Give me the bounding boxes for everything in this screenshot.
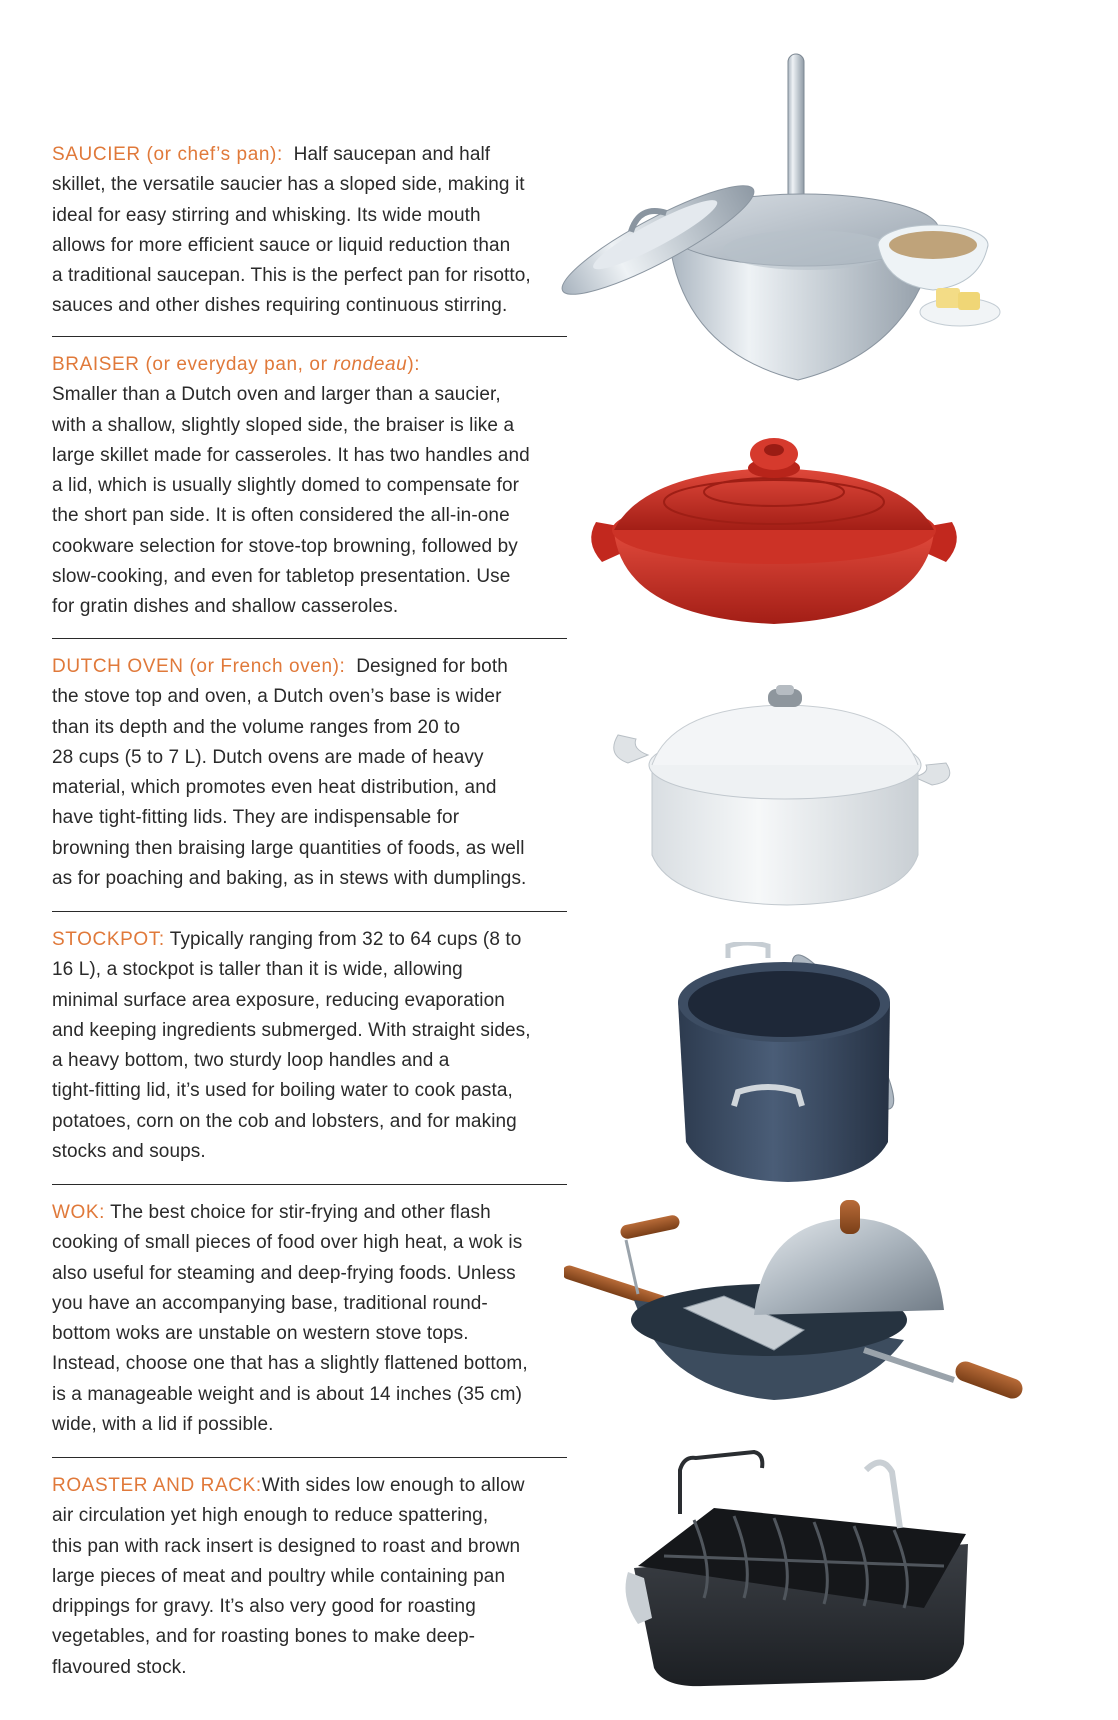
saucier-illustration — [548, 50, 1048, 395]
text-line: wide, with a lid if possible. — [52, 1414, 274, 1436]
entry-saucier — [52, 140, 568, 322]
text-line: than its depth and the volume ranges from 20 to — [52, 716, 461, 738]
heading-italic-part: rondeau — [333, 354, 408, 375]
entry-dutch-oven — [52, 652, 568, 894]
text-line: drippings for gravy. It’s also very good for roasting — [52, 1596, 476, 1618]
text-line: Typically ranging from 32 to 64 cups (8 to — [169, 929, 522, 950]
entry-heading: DUTCH OVEN (or French oven): — [52, 656, 346, 677]
text-line: ideal for easy stirring and whisking. Its wide mouth — [52, 204, 481, 226]
divider — [52, 1457, 567, 1458]
entry-roaster — [52, 1471, 568, 1683]
divider — [52, 336, 567, 337]
text-line: vegetables, and for roasting bones to make deep- — [52, 1626, 476, 1648]
text-line: flavoured stock. — [52, 1656, 187, 1678]
wok-illustration — [564, 1200, 1034, 1440]
text-line: large pieces of meat and poultry while containing pan — [52, 1565, 506, 1587]
entry-wok — [52, 1198, 568, 1440]
entry-heading — [52, 350, 568, 380]
text-line: skillet, the versatile saucier has a sloped side, making it — [52, 174, 525, 196]
text-line: Designed for both — [356, 656, 508, 677]
text-line: Half saucepan and half — [293, 144, 491, 165]
text-line: browning then braising large quantities of foods, as well — [52, 837, 525, 859]
text-line: a lid, which is usually slightly domed to compensate for — [52, 475, 520, 497]
text-line: large skillet made for casseroles. It has two handles and — [52, 444, 530, 466]
entry-text — [52, 1198, 568, 1228]
entry-heading: STOCKPOT: — [52, 929, 165, 950]
entry-stockpot — [52, 925, 568, 1167]
text-line: minimal surface area exposure, reducing evaporation — [52, 989, 505, 1011]
entry-text — [52, 1471, 568, 1501]
text-line: material, which promotes even heat distribution, and — [52, 777, 497, 799]
entry-text — [52, 140, 568, 170]
heading-part: ): — [407, 354, 421, 375]
text-line: and keeping ingredients submerged. With straight sides, — [52, 1019, 531, 1041]
entry-heading: WOK: — [52, 1202, 106, 1223]
stockpot-illustration — [668, 942, 938, 1187]
text-line: The best choice for stir-frying and other flash — [110, 1202, 491, 1223]
text-line: for gratin dishes and shallow casseroles. — [52, 596, 399, 618]
braiser-illustration — [584, 432, 964, 632]
entry-braiser — [52, 350, 568, 623]
text-line: 28 cups (5 to 7 L). Dutch ovens are made of heavy — [52, 746, 484, 768]
text-line: bottom woks are unstable on western stove tops. — [52, 1323, 469, 1345]
divider — [52, 1184, 567, 1185]
text-line: Smaller than a Dutch oven and larger than a saucier, — [52, 384, 501, 406]
text-line: the stove top and oven, a Dutch oven’s base is wider — [52, 686, 502, 708]
dutch-oven-illustration — [612, 685, 952, 910]
text-line: also useful for steaming and deep-frying foods. Unless — [52, 1262, 516, 1284]
text-line: air circulation yet high enough to reduce spattering, — [52, 1505, 489, 1527]
text-line: this pan with rack insert is designed to roast and brown — [52, 1535, 521, 1557]
text-line: 16 L), a stockpot is taller than it is wide, allowing — [52, 959, 463, 981]
text-line: the short pan side. It is often considered the all-in-one — [52, 505, 510, 527]
entry-text — [52, 652, 568, 682]
text-line: you have an accompanying base, traditional round- — [52, 1292, 488, 1314]
entry-text — [52, 925, 568, 955]
text-line: with a shallow, slightly sloped side, the braiser is like a — [52, 414, 515, 436]
entry-heading: ROASTER AND RACK: — [52, 1475, 262, 1496]
text-line: cooking of small pieces of food over high heat, a wok is — [52, 1232, 523, 1254]
divider — [52, 911, 567, 912]
text-line: slow-cooking, and even for tabletop presentation. Use — [52, 566, 511, 588]
text-line: potatoes, corn on the cob and lobsters, and for making — [52, 1110, 517, 1132]
roaster-illustration — [624, 1448, 976, 1693]
text-line: have tight-fitting lids. They are indispensable for — [52, 807, 460, 829]
text-line: sauces and other dishes requiring continuous stirring. — [52, 295, 508, 317]
divider — [52, 638, 567, 639]
text-line: With sides low enough to allow — [261, 1475, 525, 1496]
text-line: allows for more efficient sauce or liquid reduction than — [52, 234, 511, 256]
text-line: tight-fitting lid, it’s used for boiling water to cook pasta, — [52, 1080, 513, 1102]
text-line: a traditional saucepan. This is the perfect pan for risotto, — [52, 265, 531, 287]
text-line: stocks and soups. — [52, 1141, 206, 1163]
text-line: is a manageable weight and is about 14 inches (35 cm) — [52, 1383, 523, 1405]
text-line: a heavy bottom, two sturdy loop handles and a — [52, 1050, 450, 1072]
heading-part: BRAISER (or everyday pan, or — [52, 354, 334, 375]
text-line: cookware selection for stove-top browning, followed by — [52, 535, 518, 557]
entry-heading: SAUCIER (or chef’s pan): — [52, 144, 283, 165]
text-line: Instead, choose one that has a slightly flattened bottom, — [52, 1353, 528, 1375]
text-line: as for poaching and baking, as in stews with dumplings. — [52, 868, 527, 890]
